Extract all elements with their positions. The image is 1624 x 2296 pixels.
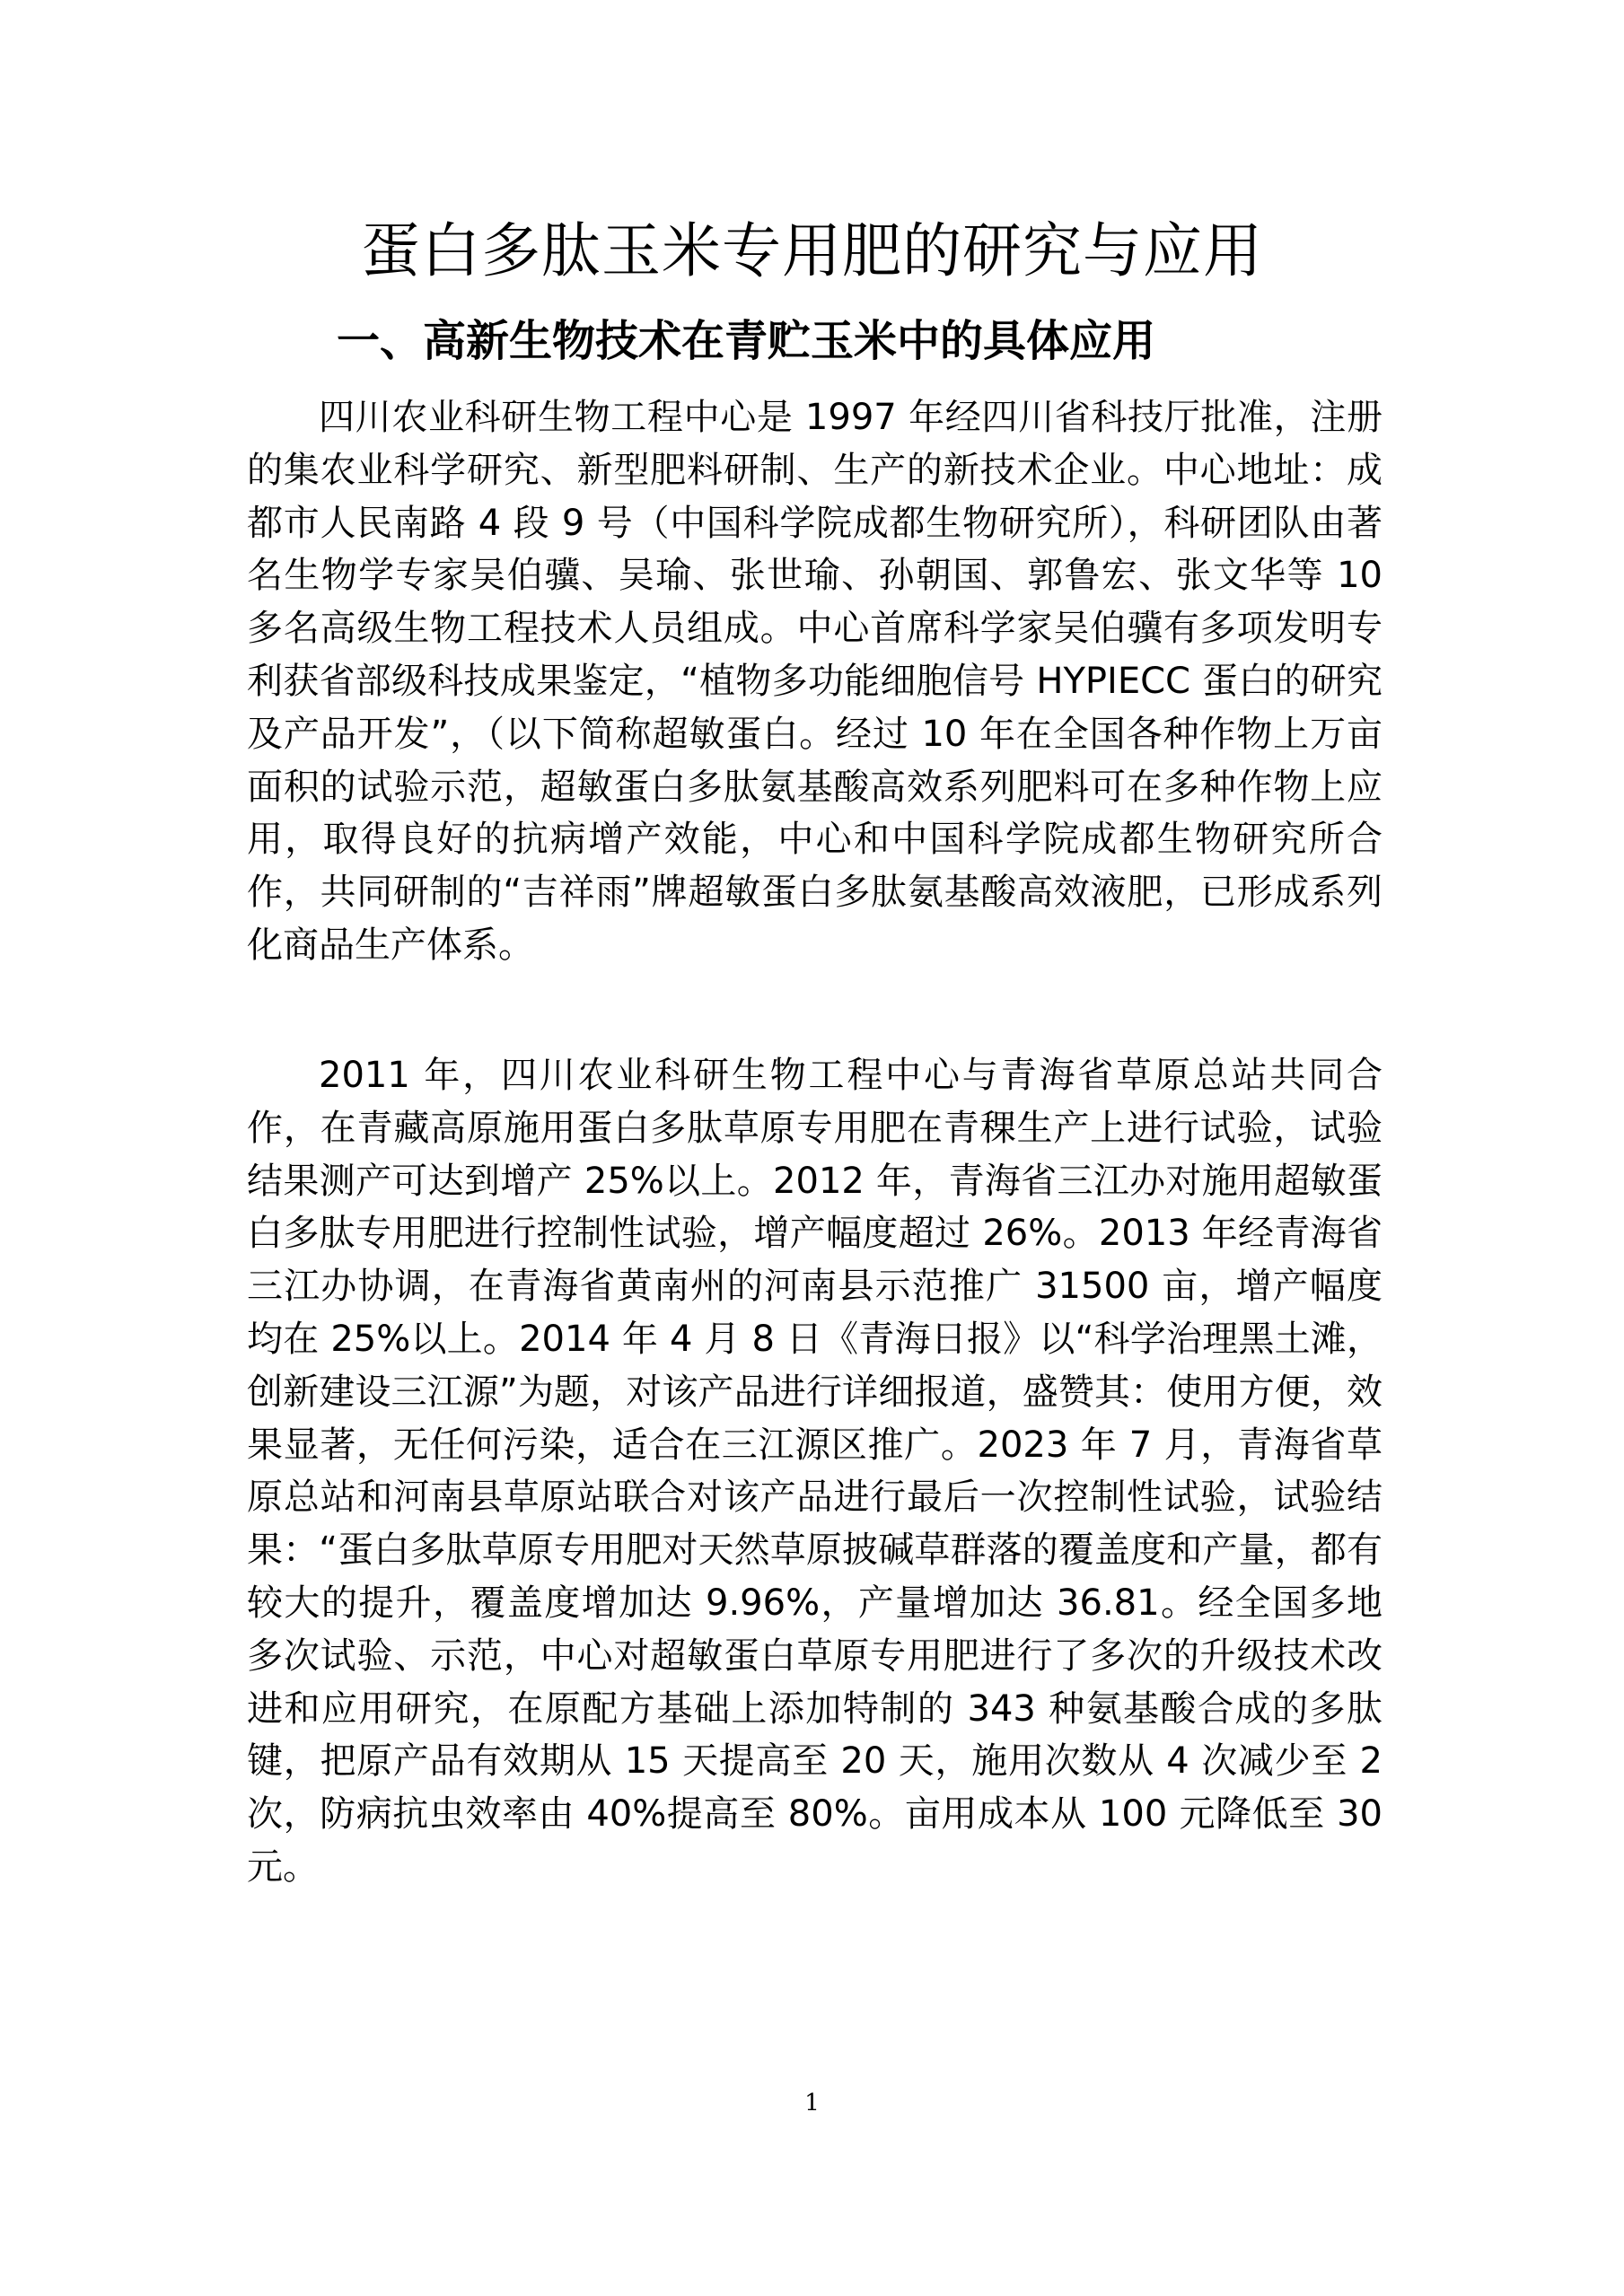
body-paragraph: 四川农业科研生物工程中心是 1997 年经四川省科技厅批准，注册的集农业科学研究、新型肥料研制、生产的新技术企业。中心地址：成都市人民南路 4 段 9 号（中国科学院成都生物研究所），科研团队由著名生物学专家吴伯骥、吴瑜、张世瑜、孙朝国、郭鲁宏、张文华等 10 多名高级生物工程技术人员组成。中心首席科学家吴伯骥有多项发明专利获省部级科技成果鉴定，“植物多功能细胞信号 HYPIECC 蛋白的研究及产品开发”，（以下简称超敏蛋白。经过 10 年在全国各种作物上万亩面积的试验示范，超敏蛋白多肽氨基酸高效系列肥料可在多种作物上应用，取得良好的抗病增产效能，中心和中国科学院成都生物研究所合作，共同研制的“吉祥雨”牌超敏蛋白多肽氨基酸高效液肥，已形成系列化商品生产体系。 (247, 397, 1383, 966)
document-title: 蛋白多肽玉米专用肥的研究与应用 (361, 216, 1263, 285)
page-number: 1 (804, 2090, 820, 2116)
section-heading: 一、高新生物技术在青贮玉米中的具体应用 (337, 316, 1156, 366)
body-paragraph: 2011 年，四川农业科研生物工程中心与青海省草原总站共同合作，在青藏高原施用蛋白多肽草原专用肥在青稞生产上进行试验，试验结果测产可达到增产 25%以上。2012 年，青海省三江办对施用超敏蛋白多肽专用肥进行控制性试验，增产幅度超过 26%。2013 年经青海省三江办协调，在青海省黄南州的河南县示范推广 31500 亩，增产幅度均在 25%以上。2014 年 4 月 8 日《青海日报》以“科学治理黑土滩，创新建设三江源”为题，对该产品进行详细报道，盛赞其：使用方便，效果显著，无任何污染，适合在三江源区推广。2023 年 7 月，青海省草原总站和河南县草原站联合对该产品进行最后一次控制性试验，试验结果：“蛋白多肽草原专用肥对天然草原披碱草群落的覆盖度和产量，都有较大的提升，覆盖度增加达 9.96%，产量增加达 36.81。经全国多地多次试验、示范，中心对超敏蛋白草原专用肥进行了多次的升级技术改进和应用研究，在原配方基础上添加特制的 343 种氨基酸合成的多肽键，把原产品有效期从 15 天提高至 20 天，施用次数从 4 次减少至 2 次，防病抗虫效率由 40%提高至 80%。亩用成本从 100 元降低至 30 元。 (247, 1055, 1383, 1888)
